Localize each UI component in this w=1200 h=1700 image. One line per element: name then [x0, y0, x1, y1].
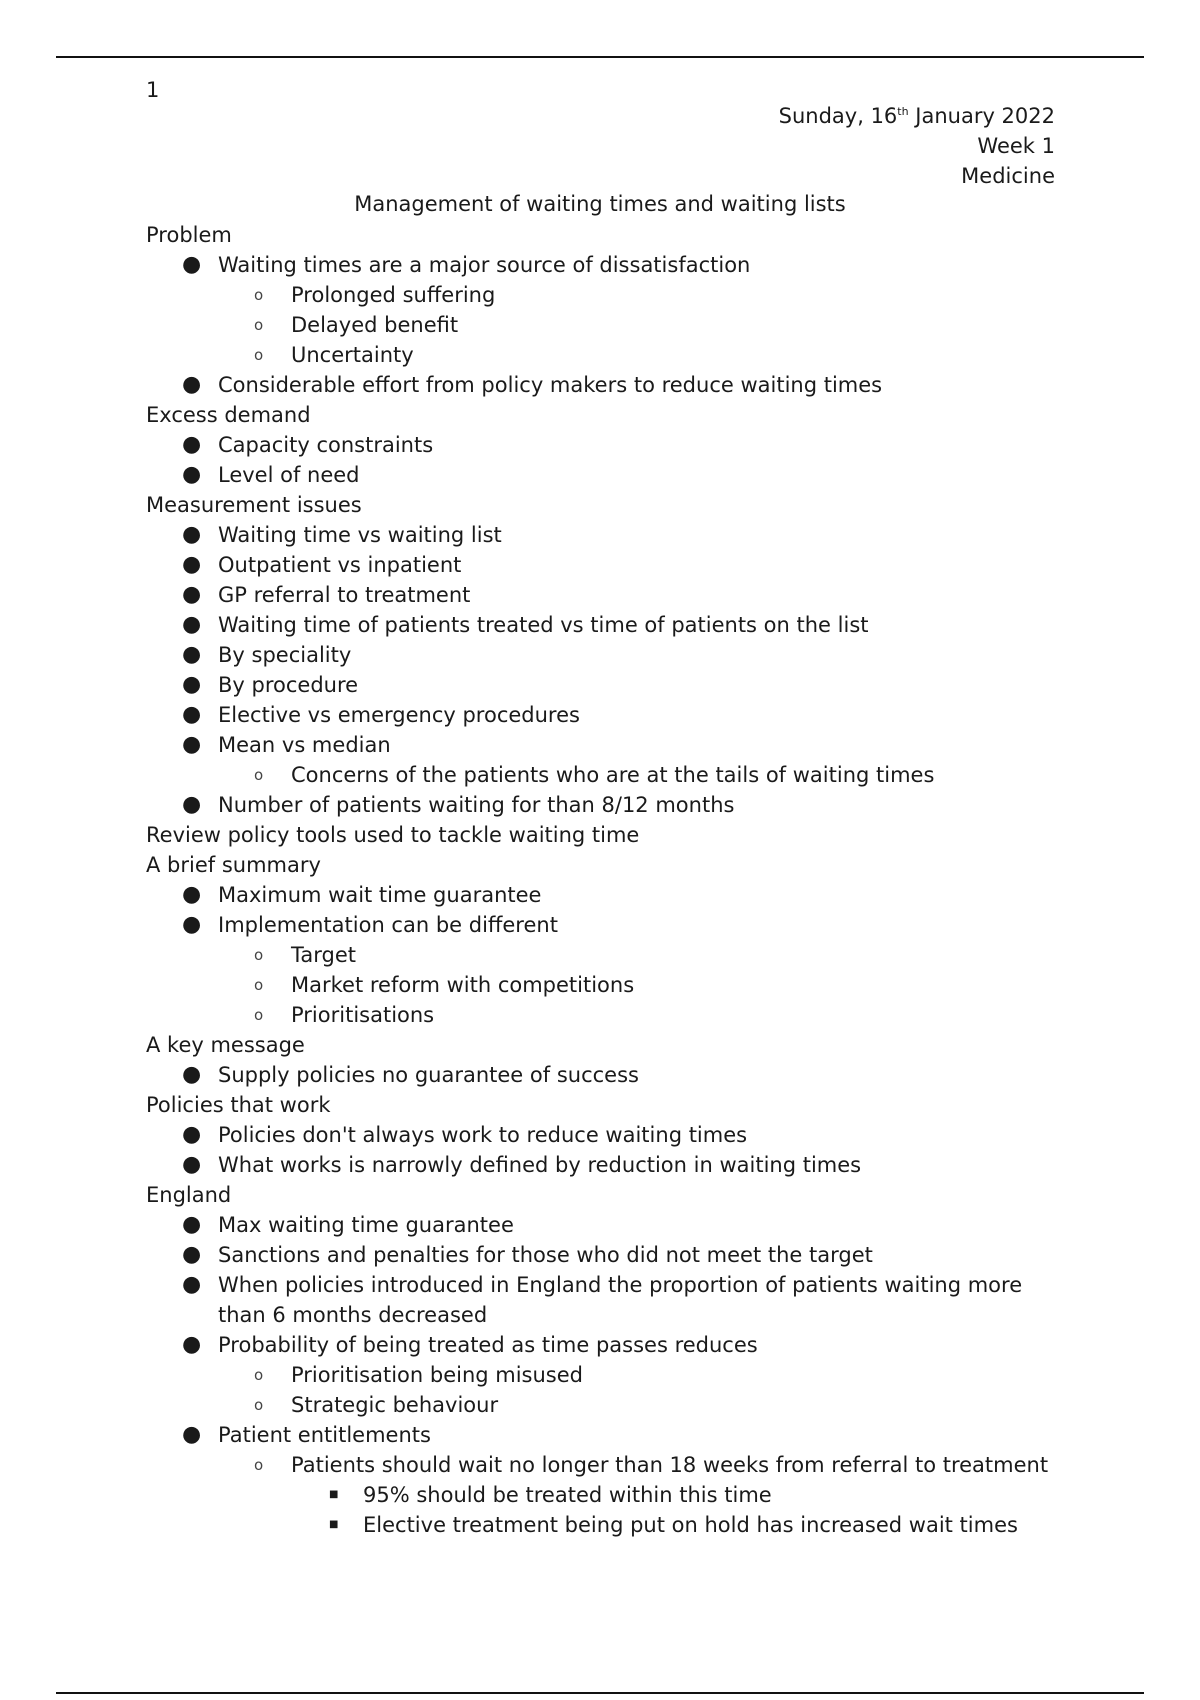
section-heading [146, 820, 1056, 850]
line-text: Uncertainty [291, 343, 414, 367]
bullet-disc-icon: ● [182, 672, 202, 697]
list-item [146, 520, 1056, 550]
notes-body [146, 220, 1056, 1540]
line-text: A brief summary [146, 853, 321, 877]
line-text: Elective treatment being put on hold has increased wait times [363, 1513, 1018, 1537]
line-text: Prioritisation being misused [291, 1363, 583, 1387]
line-text: Measurement issues [146, 493, 362, 517]
line-text: Prioritisations [291, 1003, 435, 1027]
line-text: England [146, 1183, 232, 1207]
date-rest: January 2022 [908, 104, 1055, 128]
line-text: Max waiting time guarantee [218, 1213, 514, 1237]
list-item [146, 940, 1056, 970]
section-heading [146, 1180, 1056, 1210]
bullet-circle-icon: o [254, 1006, 264, 1024]
bullet-disc-icon: ● [182, 432, 202, 457]
list-item [146, 700, 1056, 730]
bottom-rule [56, 1692, 1144, 1694]
bullet-disc-icon: ● [182, 912, 202, 937]
line-text: Patient entitlements [218, 1423, 431, 1447]
bullet-circle-icon: o [254, 766, 264, 784]
section-heading [146, 220, 1056, 250]
list-item [146, 910, 1056, 940]
list-item [146, 1210, 1056, 1240]
section-heading [146, 490, 1056, 520]
list-item [146, 250, 1056, 280]
header-meta [779, 101, 1055, 191]
date-prefix: Sunday, 16 [778, 104, 898, 128]
section-heading [146, 1090, 1056, 1120]
list-item [146, 790, 1056, 820]
list-item [146, 460, 1056, 490]
line-text: Supply policies no guarantee of success [218, 1063, 639, 1087]
list-item [146, 1240, 1056, 1270]
list-item [146, 1360, 1056, 1390]
line-text: Elective vs emergency procedures [218, 703, 580, 727]
line-text: Number of patients waiting for than 8/12 months [218, 793, 735, 817]
list-item [146, 670, 1056, 700]
bullet-disc-icon: ● [182, 252, 202, 277]
list-item [146, 640, 1056, 670]
bullet-circle-icon: o [254, 286, 264, 304]
bullet-disc-icon: ● [182, 1212, 202, 1237]
list-item [146, 1420, 1056, 1450]
list-item [146, 1450, 1056, 1480]
list-item [146, 340, 1056, 370]
line-text: Maximum wait time guarantee [218, 883, 542, 907]
list-item [146, 730, 1056, 760]
list-item [146, 760, 1056, 790]
list-item [146, 1270, 1056, 1330]
section-heading [146, 1030, 1056, 1060]
bullet-disc-icon: ● [182, 1332, 202, 1357]
line-text: Mean vs median [218, 733, 391, 757]
list-item [146, 880, 1056, 910]
section-heading [146, 400, 1056, 430]
line-text: Problem [146, 223, 232, 247]
bullet-disc-icon: ● [182, 792, 202, 817]
week-label: Week 1 [977, 134, 1055, 158]
bullet-circle-icon: o [254, 1456, 264, 1474]
line-text: When policies introduced in England the proportion of patients waiting more than 6 months decreased [218, 1273, 1023, 1327]
line-text: Outpatient vs inpatient [218, 553, 462, 577]
list-item [146, 1060, 1056, 1090]
list-item [146, 1000, 1056, 1030]
list-item [146, 1330, 1056, 1360]
bullet-disc-icon: ● [182, 1272, 202, 1297]
bullet-disc-icon: ● [182, 1122, 202, 1147]
bullet-circle-icon: o [254, 1396, 264, 1414]
bullet-disc-icon: ● [182, 612, 202, 637]
list-item [146, 970, 1056, 1000]
bullet-square-icon: ■ [329, 1489, 339, 1500]
bullet-disc-icon: ● [182, 1062, 202, 1087]
subject-label: Medicine [961, 164, 1055, 188]
list-item [146, 1120, 1056, 1150]
list-item [146, 1480, 1056, 1510]
bullet-square-icon: ■ [329, 1519, 339, 1530]
bullet-circle-icon: o [254, 346, 264, 364]
line-text: GP referral to treatment [218, 583, 471, 607]
line-text: Prolonged suffering [291, 283, 496, 307]
list-item [146, 550, 1056, 580]
line-text: Policies that work [146, 1093, 331, 1117]
line-text: What works is narrowly defined by reduction in waiting times [218, 1153, 862, 1177]
line-text: Strategic behaviour [291, 1393, 499, 1417]
line-text: Patients should wait no longer than 18 weeks from referral to treatment [291, 1453, 1049, 1477]
bullet-disc-icon: ● [182, 582, 202, 607]
bullet-disc-icon: ● [182, 462, 202, 487]
line-text: Delayed benefit [291, 313, 459, 337]
document-title: Management of waiting times and waiting lists [354, 192, 846, 216]
bullet-circle-icon: o [254, 1366, 264, 1384]
line-text: Policies don't always work to reduce waiting times [218, 1123, 748, 1147]
list-item [146, 370, 1056, 400]
line-text: Capacity constraints [218, 433, 434, 457]
bullet-circle-icon: o [254, 946, 264, 964]
date-ordinal-suffix: th [897, 105, 909, 118]
date-line [779, 101, 1055, 131]
line-text: Concerns of the patients who are at the tails of waiting times [291, 763, 935, 787]
list-item [146, 580, 1056, 610]
list-item [146, 1390, 1056, 1420]
bullet-disc-icon: ● [182, 1152, 202, 1177]
bullet-disc-icon: ● [182, 1422, 202, 1447]
line-text: Considerable effort from policy makers to reduce waiting times [218, 373, 883, 397]
line-text: 95% should be treated within this time [363, 1483, 772, 1507]
line-text: Probability of being treated as time passes reduces [218, 1333, 758, 1357]
line-text: Waiting time of patients treated vs time of patients on the list [218, 613, 869, 637]
bullet-disc-icon: ● [182, 702, 202, 727]
bullet-disc-icon: ● [182, 552, 202, 577]
bullet-circle-icon: o [254, 316, 264, 334]
line-text: By speciality [218, 643, 352, 667]
list-item [146, 1150, 1056, 1180]
top-rule [56, 56, 1144, 58]
list-item [146, 430, 1056, 460]
bullet-disc-icon: ● [182, 522, 202, 547]
bullet-disc-icon: ● [182, 1242, 202, 1267]
list-item [146, 310, 1056, 340]
line-text: By procedure [218, 673, 359, 697]
bullet-disc-icon: ● [182, 732, 202, 757]
line-text: Level of need [218, 463, 360, 487]
bullet-disc-icon: ● [182, 642, 202, 667]
line-text: Excess demand [146, 403, 311, 427]
list-item [146, 610, 1056, 640]
line-text: Waiting time vs waiting list [218, 523, 502, 547]
line-text: Review policy tools used to tackle waiting time [146, 823, 640, 847]
bullet-disc-icon: ● [182, 372, 202, 397]
bullet-disc-icon: ● [182, 882, 202, 907]
line-text: Target [291, 943, 356, 967]
line-text: Implementation can be different [218, 913, 558, 937]
line-text: Sanctions and penalties for those who did not meet the target [218, 1243, 873, 1267]
line-text: A key message [146, 1033, 305, 1057]
section-heading [146, 850, 1056, 880]
line-text: Market reform with competitions [291, 973, 635, 997]
list-item [146, 1510, 1056, 1540]
list-item [146, 280, 1056, 310]
line-text: Waiting times are a major source of dissatisfaction [218, 253, 751, 277]
page-number: 1 [146, 78, 160, 102]
bullet-circle-icon: o [254, 976, 264, 994]
